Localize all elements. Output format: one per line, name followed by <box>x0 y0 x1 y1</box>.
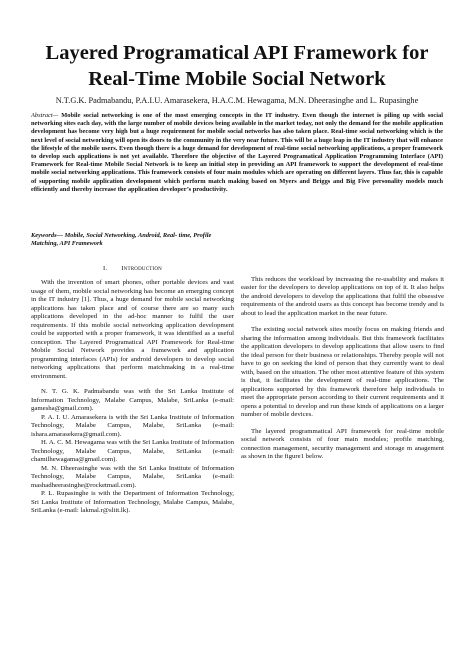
body-paragraph-2: The existing social network sites mostly focus on making friends and sharing the information among individuals. But this framework facilitates the application developers to develop applications that allow users to find the ideal person for their business or relationships. Thereby people will not have to go on seeking the kind of person that they currently want to deal with, based on the situation. The other most attentive feature of this system is that, it facilitates the development of real-time applications. The applications supported by this framework therefore help individuals to meet the appropriate person according to their current requirements and it opens a potential to develop and run these kinds of applications on a larger number of mobile devices. <box>241 326 444 419</box>
intro-paragraph: With the invention of smart phones, other portable devices and vast usage of them, mobile social networking has become an emerging concept in the IT industry [1]. Thus, a huge demand for mobile social networking applications has taken place and of course there are so many such applications developed in the ad-hoc manner to fulfil the user requirements. If this mobile social networking application development could be supported with a proper framework, it was identified as a useful conception. The Layered Programatical API Framework for Real-time Mobile Social Network provides a framework and application programming interfaces (APIs) for android developers to develop social networking applications that perform matchmaking in a real-time environment. <box>31 279 234 380</box>
abstract-text: Mobile social networking is one of the most emerging concepts in the IT industry. Even though the internet is piling up with social networking sites each day, with the large number of mobile devices being available in the market today, not only the demand for the mobile application development has become very high but a huge requirement for mobile social networks has also taken place. Real-time social networking which is the next level of social networking will open its doors to the community in the very near future. This will be a huge leap in the IT industry that will enhance the lifestyle of the mobile users. Even though there is a huge demand for development of real-time social networking applications, a proper framework to develop such applications is not yet available. Therefore the objective of the Layered Programatical Application Programming Interface (API) Framework for Real-time Mobile Social Network is to keep an initial step in providing an API framework to support the development of real-time mobile social networking applications. This framework consists of four main modules which are operating on different layers. Thus far, this is capable of supporting mobile application development which perform match making based on Myers and Briggs and Big Five personality models much efficiently and thereby increase the application developer’s productivity. <box>31 112 443 193</box>
author-affiliation-1: N. T. G. K. Padmabandu was with the Sri Lanka Institute of Information Technology, Malabe Campus, Malabe, SriLanka (e-mail: gamesha@gmail.com). <box>31 388 234 413</box>
paper-title-line-1: Layered Programatical API Framework for <box>45 42 429 64</box>
left-column <box>31 265 234 516</box>
author-list: N.T.G.K. Padmabandu, P.A.I.U. Amarasekera, H.A.C.M. Hewagama, M.N. Dheerasinghe and L. Rupasinghe <box>55 96 419 105</box>
body-paragraph-1: This reduces the workload by increasing the re-usability and makes it easier for the developers to develop applications on top of it. It also helps the android developers to develop the applications that fulfil the obsessive requirements of the android users as this concept has become trendy and is about to lead the application market in the near future. <box>241 276 444 317</box>
author-affiliation-3: H. A. C. M. Hewagama was with the Sri Lanka Institute of Information Technology, Malabe Campus, Malabe, SriLanka (e-mail: chamilhewagama@gmail.com). <box>31 439 234 464</box>
author-affiliation-5: P. L. Rupasinghe is with the Department of Information Technology, Sri Lanka Institute of Information Technology, Malabe Campus, Malabe, SriLanka (e-mail: lakmal.r@sliit.lk). <box>31 490 234 515</box>
author-affiliation-4: M. N. Dheerasinghe was with the Sri Lanka Institute of Information Technology, Malabe Campus, Malabe, SriLanka (e-mail: mashadheerasinghe@rocketmail.com). <box>31 464 234 489</box>
section-heading-introduction <box>31 265 234 273</box>
body-paragraph-3: The layered programmatical API framework for real-time mobile social network consists of four main modules; profile matching, connection management, security management and storage m anagement as shown in the figure1 below. <box>241 427 444 461</box>
keywords-text: Mobile, Social Networking, Android, Real- time, Profile Matching, API Framework <box>31 232 212 248</box>
keywords-dash: — <box>56 232 63 239</box>
keywords-label: Keywords <box>31 232 57 239</box>
paper-title <box>20 40 454 92</box>
section-number: I. <box>103 265 108 272</box>
abstract <box>31 112 443 194</box>
abstract-dash: — <box>52 112 59 119</box>
keywords <box>31 232 231 249</box>
paper-title-line-2: Real-Time Mobile Social Network <box>88 68 386 90</box>
author-affiliation-2: P. A. I. U. Amarasekera is with the Sri Lanka Institute of Information Technology, Malabe Campus, Malabe, SriLanka (e-mail: ishara.amarasekera@gmail.com). <box>31 413 234 438</box>
right-column <box>241 276 444 462</box>
section-title: Introduction <box>121 265 162 272</box>
abstract-label: Abstract <box>31 112 53 119</box>
